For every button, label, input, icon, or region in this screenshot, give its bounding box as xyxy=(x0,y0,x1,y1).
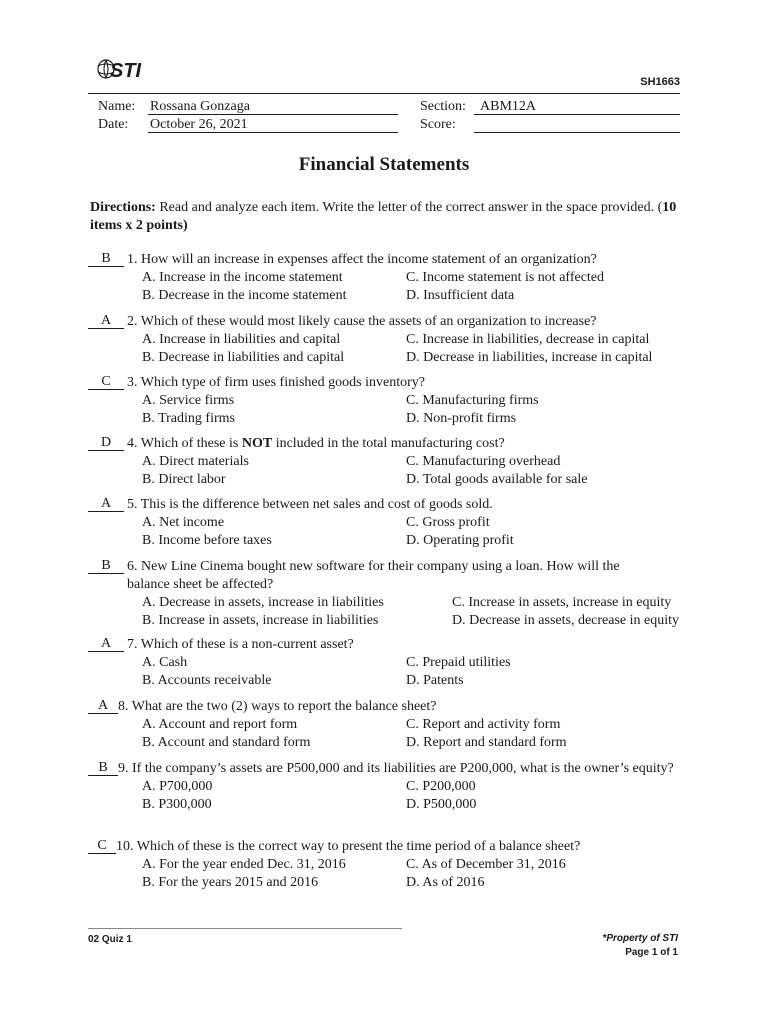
svg-text:STI: STI xyxy=(110,60,142,82)
directions xyxy=(90,199,690,235)
option-b: B. For the years 2015 and 2016 xyxy=(142,875,319,890)
section-value[interactable]: ABM12A xyxy=(474,99,680,115)
answer-blank-6[interactable]: B xyxy=(88,558,124,574)
score-label: Score: xyxy=(420,117,456,132)
header-divider xyxy=(88,93,680,94)
section-label: Section: xyxy=(420,99,466,114)
question-6 xyxy=(88,558,708,630)
option-d: D. Non-profit firms xyxy=(406,411,517,426)
question-stem: 2. Which of these would most likely cause the assets of an organization to increase? xyxy=(127,314,597,329)
question-stem: 8. What are the two (2) ways to report the balance sheet? xyxy=(118,699,437,714)
question-8 xyxy=(88,698,708,752)
option-a: A. Increase in liabilities and capital xyxy=(142,332,341,347)
score-value[interactable] xyxy=(474,117,680,133)
sti-logo xyxy=(96,54,156,84)
option-b: B. Increase in assets, increase in liabilities xyxy=(142,613,379,628)
option-b: B. Decrease in liabilities and capital xyxy=(142,350,345,365)
option-c: C. P200,000 xyxy=(406,779,476,794)
option-b: B. Trading firms xyxy=(142,411,235,426)
directions-text: Read and analyze each item. Write the letter of the correct answer in the space provided. ( xyxy=(155,200,663,215)
section-field xyxy=(420,99,680,115)
option-b: B. Direct labor xyxy=(142,472,226,487)
score-field xyxy=(420,117,680,133)
date-field xyxy=(98,117,398,133)
question-5 xyxy=(88,496,708,550)
sti-globe-icon xyxy=(96,54,156,84)
answer-blank-8[interactable]: A xyxy=(88,698,118,714)
option-d: D. As of 2016 xyxy=(406,875,485,890)
option-b: B. Account and standard form xyxy=(142,735,311,750)
option-c: C. Prepaid utilities xyxy=(406,655,511,670)
answer-blank-1[interactable]: B xyxy=(88,251,124,267)
name-label: Name: xyxy=(98,99,136,114)
page-number: Page 1 of 1 xyxy=(625,947,678,958)
option-a: A. P700,000 xyxy=(142,779,213,794)
option-a: A. For the year ended Dec. 31, 2016 xyxy=(142,857,346,872)
name-value[interactable]: Rossana Gonzaga xyxy=(148,99,398,115)
document-code: SH1663 xyxy=(640,76,680,88)
option-c: C. As of December 31, 2016 xyxy=(406,857,566,872)
option-a: A. Account and report form xyxy=(142,717,298,732)
question-stem: 1. How will an increase in expenses affect the income statement of an organization? xyxy=(127,252,597,267)
option-b: B. Accounts receivable xyxy=(142,673,272,688)
option-d: D. Report and standard form xyxy=(406,735,567,750)
directions-label: Directions: xyxy=(90,200,156,215)
date-value[interactable]: October 26, 2021 xyxy=(148,117,398,133)
option-b: B. Income before taxes xyxy=(142,533,272,548)
answer-blank-4[interactable]: D xyxy=(88,435,124,451)
question-2 xyxy=(88,313,708,367)
question-stem: 10. Which of these is the correct way to present the time period of a balance sheet? xyxy=(116,839,581,854)
answer-blank-3[interactable]: C xyxy=(88,374,124,390)
answer-blank-10[interactable]: C xyxy=(88,838,116,854)
option-c: C. Increase in liabilities, decrease in capital xyxy=(406,332,650,347)
option-c: C. Gross profit xyxy=(406,515,490,530)
question-stem: 7. Which of these is a non-current asset? xyxy=(127,637,354,652)
option-c: C. Report and activity form xyxy=(406,717,561,732)
question-9 xyxy=(88,760,708,814)
option-a: A. Decrease in assets, increase in liabilities xyxy=(142,595,384,610)
option-c: C. Increase in assets, increase in equity xyxy=(452,595,672,610)
question-stem: 3. Which type of firm uses finished goods inventory? xyxy=(127,375,425,390)
option-d: D. Decrease in assets, decrease in equity xyxy=(452,613,680,628)
question-10 xyxy=(88,838,708,892)
answer-blank-2[interactable]: A xyxy=(88,313,124,329)
answer-blank-5[interactable]: A xyxy=(88,496,124,512)
date-label: Date: xyxy=(98,117,129,132)
question-stem: 4. Which of these is NOT included in the total manufacturing cost? xyxy=(127,436,505,451)
option-d: D. P500,000 xyxy=(406,797,477,812)
property-notice: *Property of STI xyxy=(602,933,678,944)
page-title: Financial Statements xyxy=(298,154,470,175)
question-3 xyxy=(88,374,708,428)
option-a: A. Net income xyxy=(142,515,225,530)
option-a: A. Direct materials xyxy=(142,454,249,469)
option-d: D. Decrease in liabilities, increase in capital xyxy=(406,350,653,365)
option-d: D. Operating profit xyxy=(406,533,514,548)
option-c: C. Income statement is not affected xyxy=(406,270,605,285)
option-d: D. Patents xyxy=(406,673,464,688)
question-stem: 9. If the company’s assets are P500,000 and its liabilities are P200,000, what is the owner’s equity? xyxy=(118,761,674,776)
option-a: A. Increase in the income statement xyxy=(142,270,343,285)
answer-blank-9[interactable]: B xyxy=(88,760,118,776)
option-d: D. Insufficient data xyxy=(406,288,515,303)
option-a: A. Service firms xyxy=(142,393,235,408)
option-c: C. Manufacturing firms xyxy=(406,393,539,408)
answer-blank-7[interactable]: A xyxy=(88,636,124,652)
directions-points: 10 items x 2 points) xyxy=(90,200,677,233)
option-c: C. Manufacturing overhead xyxy=(406,454,561,469)
footer-info xyxy=(602,932,678,960)
option-d: D. Total goods available for sale xyxy=(406,472,588,487)
question-stem: 5. This is the difference between net sales and cost of goods sold. xyxy=(127,497,493,512)
footer-quiz-label: 02 Quiz 1 xyxy=(88,934,132,945)
name-field xyxy=(98,99,398,115)
footer-divider xyxy=(88,928,402,929)
question-1 xyxy=(88,251,708,305)
question-4 xyxy=(88,435,708,489)
option-b: B. P300,000 xyxy=(142,797,212,812)
question-stem: 6. New Line Cinema bought new software for their company using a loan. How will the balance sheet be affected? xyxy=(127,559,620,592)
option-a: A. Cash xyxy=(142,655,188,670)
question-7 xyxy=(88,636,708,690)
option-b: B. Decrease in the income statement xyxy=(142,288,347,303)
